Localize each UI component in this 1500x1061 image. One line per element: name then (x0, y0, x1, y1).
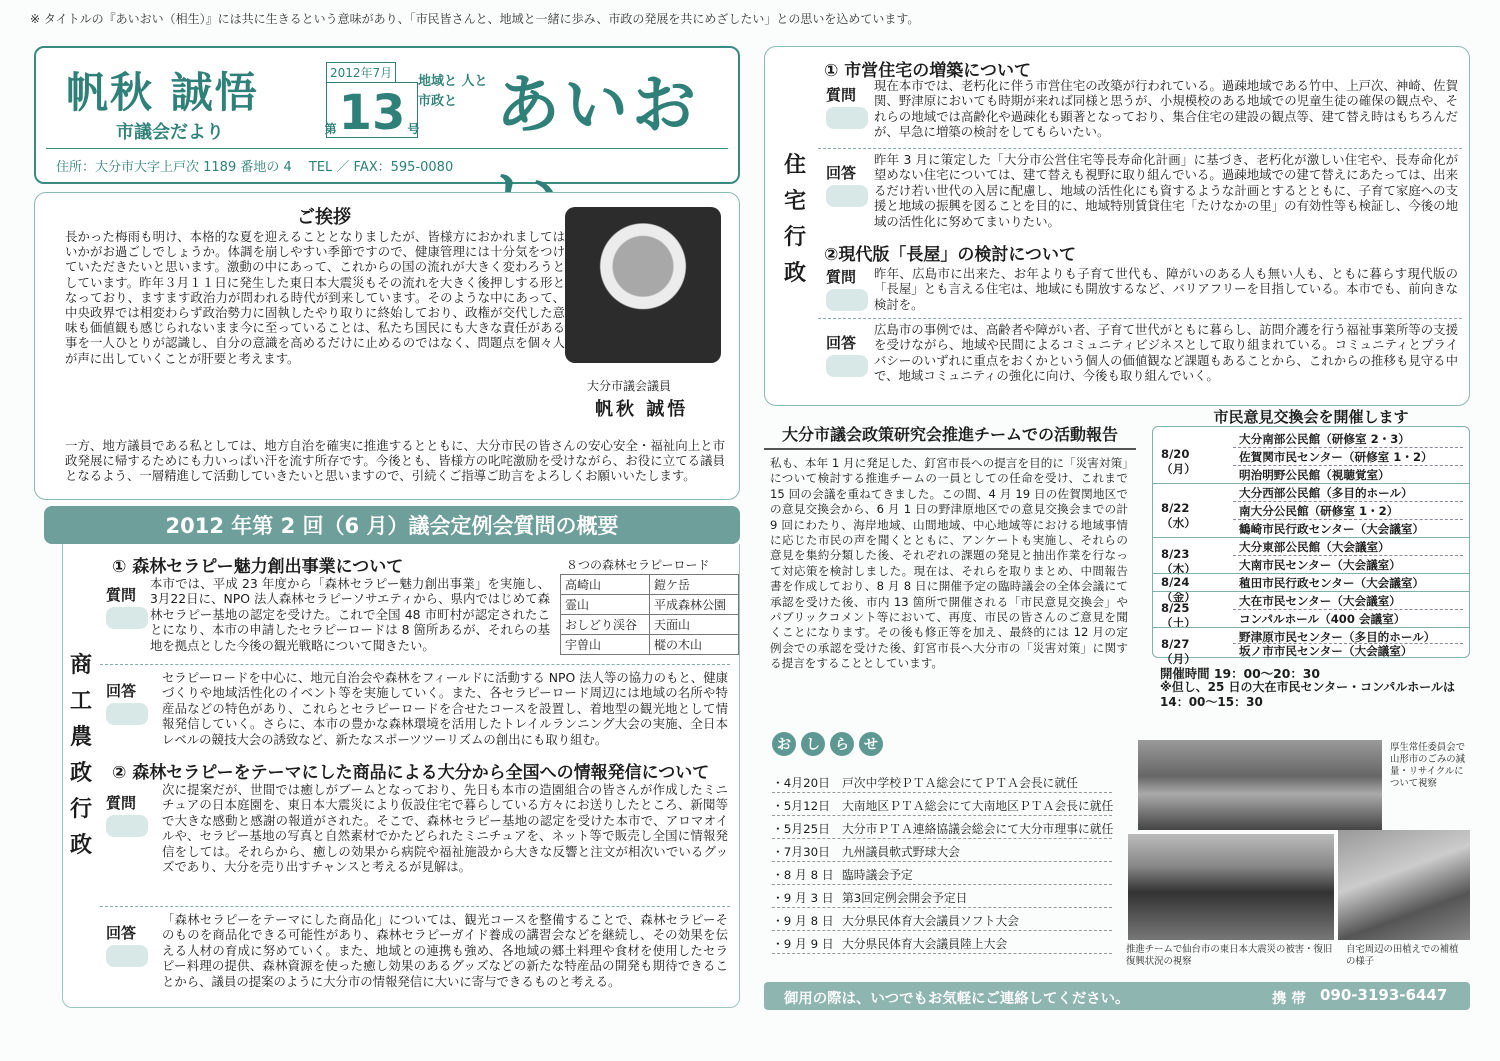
question-tag (826, 266, 868, 311)
activity-report-body: 私も、本年 1 月に発足した、釘宮市長への提言を目的に「災害対策」について検討する推進チームの一員としての任命を受け、これまで 15 回の会議を重ねてきました。この間、4 月 19 日の佐賀関地区での意見交換会から、6 月 1 日の野津原地区での意見交換会までの計 9 回にわたり、海岸地域、山間地域、中心地域等における地域事情に応じた市民の声を聞くとともに、アンケートも実施し、それらの意見を集約分類した後、それぞれの課題の発見と抽出作業を行なって対応策を検討しました。現在は、それらを取りまとめ、中間報告書を作成しており、8 月 8 日に開催予定の臨時議会の全体会議にて承認を受けた後、市内 13 箇所で開催される「市民意見交換会」やパブリックコメント等において、再度、市民の皆さんのご意見を聞くことになります。その後も修正等を加え、最終的には 12 月の定例会での承認を受けた後、釘宮市長へ大分市の「災害対策」に関する提言をすることとしています。 (770, 456, 1128, 671)
commerce-q2-question: 次に提案だが、世間では癒しがブームとなっており、先日も本市の造園組合の皆さんが作成したミニチュアの日本庭園を、東日本大震災により仮設住宅で暮らしている方々にお送りしたところ、新聞等で大きな感動と感謝の報道がされた。そこで、森林セラピー基地の認定を受けた本市で、アロマオイルや、セラピー基地の写真と自然素材でかたどられたミニチュアを、ネット等で販売し全国に情報発信をしては。それらから、癒しの効果から病院や福祉施設から大きな反響と注文が相次いでいるグッズであり、大分を売り出すチャンスと考えるが見解は。 (162, 782, 728, 875)
answer-label: 回答 (826, 164, 857, 182)
notices-list (772, 770, 1112, 954)
table-cell: 樅の木山 (650, 635, 739, 655)
table-cell: 鎧ケ岳 (650, 575, 739, 595)
answer-mark-icon (826, 185, 868, 207)
commerce-vertical-title: 商工農政行政 (70, 653, 93, 858)
divider (1233, 609, 1463, 610)
footer-message: 御用の際は、いつでもお気軽にご連絡してください。 (784, 991, 1130, 1007)
greeting-paragraph-2: 一方、地方議員である私としては、地方自治を確実に推進するとともに、大分市民の皆さんの安心安全・福祉向上と市政発展に帰するためにも力いっぱい汗を流す所存です。今後とも、皆様方の叱咤激励を受けながら、お役に立てる議員となるよう、一層精進して活動していきたいと思いますので、引続くご指導ご助言をよろしくお願いいたします。 (65, 438, 725, 484)
contact-footer (764, 982, 1470, 1010)
meetings-table: 8/20（月） 大分南部公民館（研修室 2・3） 佐賀関市民センター（研修室 1・2） 明治明野公民館（視聴覚室） 8/22（水） 大分西部公民館（多目的ホール） 南大分公民館（研修室 1・2） 鶴崎市民行政センター（大会議室） 8/23（木） 大分東部公民館（大会議室） 大南市民センター（大会議室） 8/24（金） 稙田市民行政センター（大会議室） 8/25（土） 大在市民センター（大会議室） コンパルホール（400 会議室） 8/27（月） 野津原市民センター（多目的ホール） 坂ノ市市民センター（大会議室） (1152, 426, 1470, 658)
answer-label: 回答 (106, 682, 137, 700)
question-label: 質問 (106, 794, 137, 812)
meeting-date: 8/23（木） (1161, 547, 1196, 576)
divider (100, 906, 730, 907)
notices-title-char: お (772, 732, 796, 756)
councillor-portrait (565, 207, 721, 363)
divider (1233, 555, 1463, 556)
notices-title-char: せ (859, 732, 883, 756)
question-mark-icon (106, 607, 148, 629)
portrait-caption-name: 帆秋 誠悟 (595, 399, 689, 420)
masthead-subtitle: 市議会だより (116, 122, 224, 143)
question-label: 質問 (826, 86, 857, 104)
divider (1153, 573, 1469, 574)
list-item: ・4月20日 戸次中学校ＰＴＡ総会にてＰＴＡ会長に就任 (772, 770, 1112, 793)
list-item: ・8 月 8 日 臨時議会予定 (772, 862, 1112, 885)
question-mark-icon (826, 107, 868, 129)
masthead (34, 46, 740, 184)
meeting-venue: 稙田市民行政センター（大会議室） (1239, 576, 1425, 590)
housing-vertical-title: 住宅行政 (784, 153, 807, 286)
commerce-q1-answer: セラピーロードを中心に、地元自治会や森林をフィールドに活動する NPO 法人等の協力のもと、健康づくりや地域活性化のイベント等を実施していく。また、各セラピーロード周辺には地域の名所や特産品などの特色があり、これらとセラピーロードを合せたコースを設置し、着地型の観光地として情報発信していく。さらに、本市の豊かな森林環境を活用したトレイルランニング大会の実施、全日本レベルの競技大会の誘致など、新たなスポーツツーリズムの創出にも取り組む。 (162, 670, 728, 747)
contact-address: 住所：大分市大字上戸次 1189 番地の 4 TEL ／ FAX：595-0080 (56, 160, 454, 175)
mobile-number[interactable]: 090-3193-6447 (1320, 986, 1448, 1004)
list-item: ・9 月 8 日 大分県民体育大会議員ソフト大会 (772, 908, 1112, 931)
photo-caption: 推進チームで仙台市の東日本大震災の被害・復旧復興状況の視察 (1126, 944, 1333, 967)
inspection-photo (1138, 740, 1382, 830)
list-item: ・9 月 9 日 大分県民体育大会議員陸上大会 (772, 931, 1112, 954)
table-cell: 宇曽山 (561, 635, 650, 655)
portrait-caption-role: 大分市議会議員 (587, 379, 672, 393)
answer-tag (826, 162, 868, 207)
question-tag (826, 84, 868, 129)
housing-q1-question: 現在本市では、老朽化に伴う市営住宅の改築が行われている。過疎地域である竹中、上戸次、神崎、佐賀関、野津原においても時期が来れば同様と思うが、小規模校のある地域での児童生徒の確保の観点や、それらの地域では高齢化や過疎化も顕著となっており、集合住宅の建設の観点等、建て替え時はもちろんだが、早急に増築の検討をしてもらいたい。 (874, 78, 1458, 140)
divider (1233, 465, 1463, 466)
table-row (561, 595, 739, 615)
meeting-date: 8/24（金） (1161, 575, 1196, 604)
table-cell: 霊山 (561, 595, 650, 615)
commerce-q1-title: ① 森林セラピー魅力創出事業について (112, 557, 404, 577)
housing-q2-title: ②現代版「長屋」の検討について (824, 245, 1077, 265)
masthead-divider (46, 148, 728, 149)
table-row (561, 635, 739, 655)
divider (818, 148, 1462, 149)
notices-title (772, 732, 883, 756)
issue-suffix: 号 (407, 122, 420, 136)
commerce-q2-answer: 「森林セラピーをテーマにした商品化」については、観光コースを整備することで、森林セラピーそのものを商品化できる可能性があり、森林セラピーガイド養成の講習会などを継続し、その効果を伝える人材の育成に努めていく。また、地域との連携も強め、各地域の郷土料理や食材を使用したセラピー料理の提供、森林資源を使った癒し効果のあるグッズなどの新たな特産品の開発も期待できることから、議員の提案のように大分市の情報発信に大いに寄与できるものと考える。 (162, 912, 728, 989)
question-tag (106, 584, 148, 629)
team-visit-photo (1128, 834, 1334, 940)
question-label: 質問 (106, 586, 137, 604)
question-label: 質問 (826, 268, 857, 286)
meeting-time: 開催時間 19：00～20：30 (1160, 666, 1321, 681)
mobile-label: 携 帯 (1272, 991, 1306, 1007)
masthead-name: 帆秋 誠悟 (66, 68, 259, 117)
table-cell: 平成森林公園 (650, 595, 739, 615)
list-item: ・5月25日 大分市ＰＴＡ連絡協議会総会にて大分市理事に就任 (772, 816, 1112, 839)
divider (1233, 519, 1463, 520)
divider (1153, 483, 1469, 484)
answer-tag (106, 922, 148, 967)
answer-tag (106, 680, 148, 725)
greeting-title: ご挨拶 (297, 207, 351, 228)
list-item: ・7月30日 九州議員軟式野球大会 (772, 839, 1112, 862)
list-item: ・5月12日 大南地区ＰＴＡ総会にて大南地区ＰＴＡ会長に就任 (772, 793, 1112, 816)
table-cell: 天面山 (650, 615, 739, 635)
housing-q2-question: 昨年、広島市に出来た、お年よりも子育て世代も、障がいのある人も無い人も、ともに暮らす現代版の「長屋」とも言える住宅は、地域にも開放するなど、バリアフリーを目指している。本市でも、前向きな検討を。 (874, 266, 1458, 312)
housing-q2-answer: 広島市の事例では、高齢者や障がい者、子育て世代がともに暮らし、訪問介護を行う福祉事業所等の支援を受けながら、地域や民間によるコミュニティビジネスとして取り組まれている。コミュニティとプライバシーのいずれに重点をおくかという個人の価値観など課題もあることから、これからの推移も見守る中で、地域コミュニティの強化に向け、今後も取り組んでいく。 (874, 322, 1458, 384)
question-mark-icon (106, 815, 148, 837)
divider (818, 318, 1462, 319)
commerce-q2-title: ② 森林セラピーをテーマにした商品による大分から全国への情報発信について (112, 763, 710, 783)
greeting-paragraph-1: 長かった梅雨も明け、本格的な夏を迎えることとなりましたが、皆様方におかれましてはいかがお過ごしでしょうか。体調を崩しやすい季節ですので、健康管理には十分気をつけていただきたいと思います。激動の中にあって、これからの国の流れが大きく変わろうとしています。昨年３月１１日に発生した東日本大震災もその流れを大きく後押しする形となっており、ますます政治力が問われる時代が到来しています。そのような中にあって、中央政界では相変わらず政治勢力に固執したやり取りに終始しており、政権が交代した意味も価値観も感じられないまま今に至っていることは、私たち国民にも大きな責任がある事を一人ひとりが認識し、自分の意識を高めるだけに止めるのではなく、問題点を個々人が声に出していくことが肝要と考えます。 (65, 229, 565, 366)
activity-report-title: 大分市議会政策研究会推進チームでの活動報告 (764, 422, 1136, 450)
answer-tag (826, 332, 868, 377)
meeting-date: 8/22（水） (1161, 501, 1196, 530)
question-mark-icon (826, 289, 868, 311)
title-meaning-note: ※ タイトルの『あいおい（相生）』には共に生きるという意味があり、「市民皆さんと、地域と一緒に歩み、市政の発展を共にめざしたい」との思いを込めています。 (30, 12, 920, 26)
answer-mark-icon (106, 703, 148, 725)
rice-planting-photo (1338, 830, 1470, 940)
housing-q1-title: ① 市営住宅の増築について (824, 61, 1031, 81)
issue-number: 13 (338, 85, 406, 141)
table-cell: 高崎山 (561, 575, 650, 595)
divider (1153, 627, 1469, 628)
masthead-tagline: 地域と 人と 市政と (418, 74, 488, 109)
answer-mark-icon (106, 945, 148, 967)
meeting-date: 8/25（土） (1161, 601, 1196, 630)
meeting-time-note: ※但し、25 日の大在市民センター・コンパルホールは 14：00～15：30 (1160, 680, 1455, 709)
newsletter-logo: あいお (496, 69, 700, 143)
divider (1153, 537, 1469, 538)
therapy-roads-title: ８つの森林セラピーロード (566, 558, 710, 572)
answer-label: 回答 (826, 334, 857, 352)
divider (100, 664, 730, 665)
photo-caption: 自宅周辺の田植えでの補植の様子 (1346, 944, 1459, 967)
meetings-title: 市民意見交換会を開催します (1213, 408, 1409, 426)
housing-q1-answer: 昨年 3 月に策定した「大分市公営住宅等長寿命化計画」に基づき、老朽化が激しい住宅や、長寿命化が望めない住宅については、建て替えも視野に取り組んでいる。過疎地域での建て替えにあたっては、出来るだけ若い世代の入居に配慮し、地域の活性化にも資するような計画とするとともに、子育て家庭への支援と地域の振興を図ることを目的に、地域特別賃貸住宅「たけなかの里」の有効性等も検証し、今後の地域の活性化に努めてまいりたい。 (874, 152, 1458, 229)
divider (1233, 501, 1463, 502)
issue-number-box (324, 82, 420, 141)
greeting-section (34, 192, 740, 500)
notices-title-char: ら (830, 732, 854, 756)
therapy-roads-table (560, 574, 739, 655)
divider (1153, 591, 1469, 592)
issue-date: 2012年7月 (326, 62, 396, 83)
commerce-q1-question: 本市では、平成 23 年度から「森林セラピー魅力創出事業」を実施し、3月22日に、NPO 法人森林セラピーソサエティから、県内ではじめて森林セラピー基地の認定を受けた。これで全国 48 市町村が認定されたことになり、本市の申請したセラピーロードは 8 箇所あるが、それらの基地を拠点とした今後の観光戦略について聞きたい。 (150, 576, 550, 653)
photo-caption: 厚生常任委員会で山形市のごみの減量・リサイクルについて視察 (1390, 742, 1466, 789)
table-cell: おしどり渓谷 (561, 615, 650, 635)
divider (1233, 447, 1463, 448)
answer-mark-icon (826, 355, 868, 377)
meeting-date: 8/20（月） (1161, 447, 1196, 476)
table-row (561, 575, 739, 595)
notices-title-char: し (801, 732, 825, 756)
list-item: ・9 月 3 日 第3回定例会開会予定日 (772, 885, 1112, 908)
meeting-date: 8/27（月） (1161, 637, 1196, 666)
table-row (561, 615, 739, 635)
question-tag (106, 792, 148, 837)
issue-prefix: 第 (324, 122, 337, 136)
answer-label: 回答 (106, 924, 137, 942)
session-summary-banner: 2012 年第 2 回（6 月）議会定例会質問の概要 (44, 506, 740, 544)
